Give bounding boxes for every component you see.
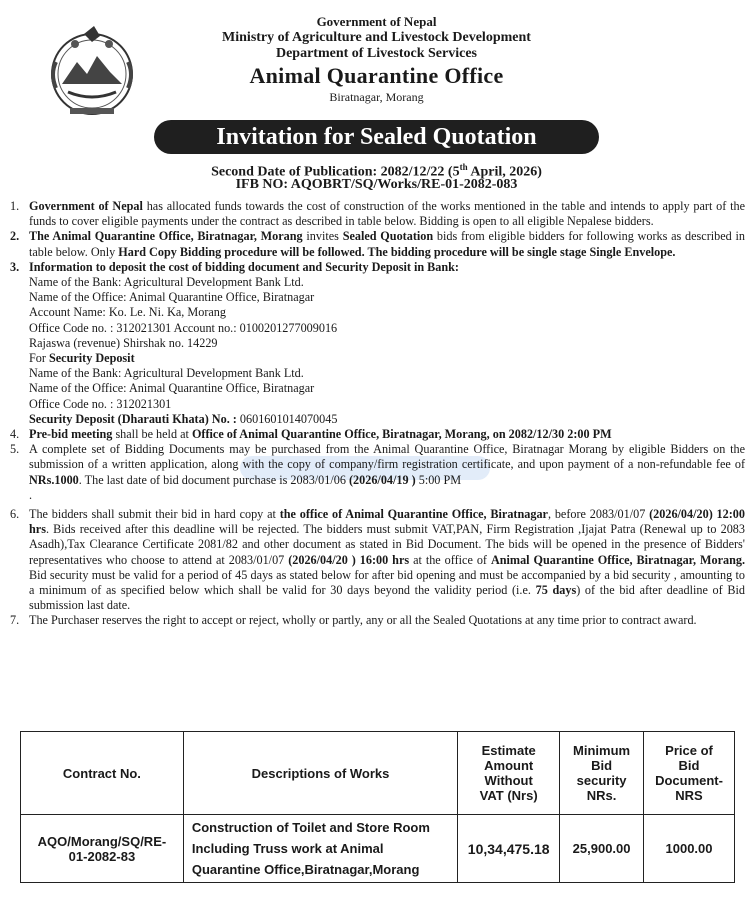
cell-description: [183, 815, 457, 883]
cell-doc-price: 1000.00: [644, 815, 735, 883]
clause-6: [10, 507, 745, 613]
clause-4: [10, 427, 745, 442]
header-estimate-line-1: Estimate: [481, 743, 536, 758]
clause-7-text: The Purchaser reserves the right to accept or reject, wholly or partly, any or all the Sealed Quotations at any time prior to contract award.: [29, 613, 697, 628]
clause-6-bold-2: (2026/04/20) 12:00 hrs: [29, 507, 745, 537]
clause-6-bold-5: 75 days: [535, 583, 577, 598]
publication-date-sup: th: [459, 162, 468, 172]
clause-2-bold-2: Sealed Quotation: [342, 229, 434, 244]
sd-office-name: Name of the Office: Animal Quarantine Office, Biratnagar: [29, 381, 315, 396]
header-description: Descriptions of Works: [183, 732, 457, 815]
clause-6-text-3: . Bids received after this deadline will be rejected. The bidders must submit VAT,PAN, Firm Registration ,Ijajat Patra (Renewal up to 2083 Asadh),Tax Clearance Certificate 2081/82 and other document as stated in Bid Document. The bids will be opened in the presence of Bidders' representatives who choose to attend at 2083/01/07: [29, 522, 745, 567]
clause-5: [10, 442, 745, 503]
ministry-name: Ministry of Agriculture and Livestock Development: [222, 30, 531, 45]
clause-7: [10, 613, 745, 628]
letterhead: [0, 14, 753, 105]
clause-6-text-6: ) of the bid after deadline of Bid submission last date.: [29, 583, 745, 613]
description-line-3: Quarantine Office,Biratnagar,Morang: [191, 862, 420, 877]
clause-5-bold-1: NRs.1000: [29, 472, 79, 487]
header-min-line-1: Minimum: [573, 743, 631, 758]
works-table: [20, 731, 735, 883]
clause-5-text-3: 5:00 PM: [415, 472, 462, 487]
security-deposit-prefix: For: [29, 351, 49, 366]
sd-account-label: Security Deposit (Dharauti Khata) No. :: [29, 411, 240, 426]
header-price-line-1: Price of: [665, 743, 713, 758]
clause-5-bold-2: (2026/04/19 ): [349, 472, 416, 487]
clause-number: 2.: [10, 229, 20, 244]
clause-5-dot: .: [29, 487, 33, 502]
clause-1-bold: Government of Nepal: [29, 199, 143, 213]
account-name: Account Name: Ko. Le. Ni. Ka, Morang: [29, 305, 226, 320]
description-line-2: Including Truss work at Animal: [191, 841, 384, 856]
header-min-line-3: security: [576, 773, 627, 788]
clause-number: 3.: [10, 259, 20, 274]
sd-account-number: 0601601014070045: [239, 411, 338, 426]
clause-6-bold-1: the office of Animal Quarantine Office, Biratnagar: [279, 507, 548, 522]
clause-number: 6.: [10, 507, 20, 522]
header-estimate: [458, 732, 560, 815]
clause-4-bold-2: Office of Animal Quarantine Office, Biratnagar, Morang, on 2082/12/30 2:00 PM: [191, 427, 612, 442]
bank-info-title: Information to deposit the cost of bidding document and Security Deposit in Bank:: [29, 259, 459, 274]
cell-contract-no: [21, 815, 184, 883]
contract-no-line-1: AQO/Morang/SQ/RE-: [37, 833, 167, 849]
clause-6-bold-3: (2026/04/20 ) 16:00 hrs: [288, 552, 410, 567]
publication-date-prefix: Second Date of Publication: 2082/12/22 (5: [211, 164, 460, 180]
header-min-line-4: NRs.: [586, 788, 617, 803]
clause-6-bold-4: Animal Quarantine Office, Biratnagar, Morang.: [490, 552, 745, 567]
clause-2: [10, 229, 745, 259]
sd-office-code: Office Code no. : 312021301: [29, 396, 172, 411]
notice-body: [10, 199, 745, 629]
cell-bid-security: 25,900.00: [560, 815, 644, 883]
publication-date-suffix: April, 2026): [467, 164, 542, 180]
clause-6-text-5: Bid security must be valid for a period of 45 days as stated below for after bid opening and must be accompanied by a bid security , amounting to a minimum of as specified below which shall be valid for 30 days beyond the validity period (i.e.: [29, 567, 745, 598]
clause-number: 4.: [10, 427, 20, 442]
department-name: Department of Livestock Services: [275, 46, 477, 61]
clause-6-text-2: , before 2083/01/07: [547, 507, 650, 522]
bank-name: Name of the Bank: Agricultural Development Bank Ltd.: [29, 275, 304, 290]
clause-2-text-1: invites: [302, 229, 343, 244]
ifb-number: IFB NO: AQOBRT/SQ/Works/RE-01-2082-083: [235, 177, 518, 192]
header-price-line-4: NRS: [675, 788, 703, 803]
header-price-line-2: Bid: [678, 758, 700, 773]
notice-title-banner: Invitation for Sealed Quotation: [154, 120, 599, 154]
office-location: Biratnagar, Morang: [329, 90, 424, 104]
header-contract-no: Contract No.: [21, 732, 184, 815]
security-deposit-heading: [29, 351, 745, 366]
cell-estimate: 10,34,475.18: [458, 815, 560, 883]
clause-5-text-1: A complete set of Bidding Documents may be purchased from the Animal Quarantine Office, Biratnagar Morang by eligible Bidders on the submission of a written application, along with the copy of company/firm registration certificate, and upon payment of a non-refundable fee of: [29, 442, 745, 472]
header-estimate-line-3: Without: [484, 773, 533, 788]
header-estimate-line-4: VAT (Nrs): [479, 788, 538, 803]
header-min-bid-security: [560, 732, 644, 815]
clause-4-text: shall be held at: [112, 427, 192, 442]
table-header-row: [21, 732, 735, 815]
sd-account-line: [29, 412, 745, 427]
office-name: Animal Quarantine Office: [249, 63, 504, 88]
clause-2-text-2: bids from eligible bidders for following works as described in table below. Only: [29, 229, 745, 259]
header-price-line-3: Document-: [655, 773, 723, 788]
header-min-line-2: Bid: [591, 758, 613, 773]
clause-5-text-2: . The last date of bid document purchase is 2083/01/06: [78, 472, 349, 487]
office-name-line: Name of the Office: Animal Quarantine Office, Biratnagar: [29, 290, 315, 305]
description-line-1: Construction of Toilet and Store Room: [191, 820, 430, 835]
clause-3: [10, 260, 745, 427]
table-row: [21, 815, 735, 883]
clause-6-text-4: at the office of: [409, 552, 491, 567]
government-name: Government of Nepal: [316, 14, 437, 29]
clause-6-text-1: The bidders shall submit their bid in hard copy at: [29, 507, 280, 522]
clause-1: [10, 199, 745, 229]
contract-no-line-2: 01-2082-83: [68, 848, 136, 864]
security-deposit-label: Security Deposit: [48, 351, 135, 366]
clause-1-text: has allocated funds towards the cost of construction of the works mentioned in the table and intends to apply part of the funds to cover eligible payments under the contract as described in table below. Bidding is open to all eligible Nepalese bidders.: [29, 199, 745, 229]
sd-bank-name: Name of the Bank: Agricultural Development Bank Ltd.: [29, 366, 304, 381]
clause-2-bold-1: The Animal Quarantine Office, Biratnagar, Morang: [29, 229, 303, 244]
clause-2-bold-3: Hard Copy Bidding procedure will be followed. The bidding procedure will be single stage Single Envelope.: [118, 244, 676, 259]
header-price-bid-doc: [644, 732, 735, 815]
clause-4-bold-1: Pre-bid meeting: [29, 427, 113, 442]
account-number: Office Code no. : 312021301 Account no.: 0100201277009016: [29, 320, 338, 335]
clause-number: 5.: [10, 442, 20, 457]
clause-number: 1.: [10, 199, 20, 213]
revenue-heading: Rajaswa (revenue) Shirshak no. 14229: [29, 335, 218, 350]
clause-number: 7.: [10, 613, 20, 628]
header-estimate-line-2: Amount: [484, 758, 534, 773]
